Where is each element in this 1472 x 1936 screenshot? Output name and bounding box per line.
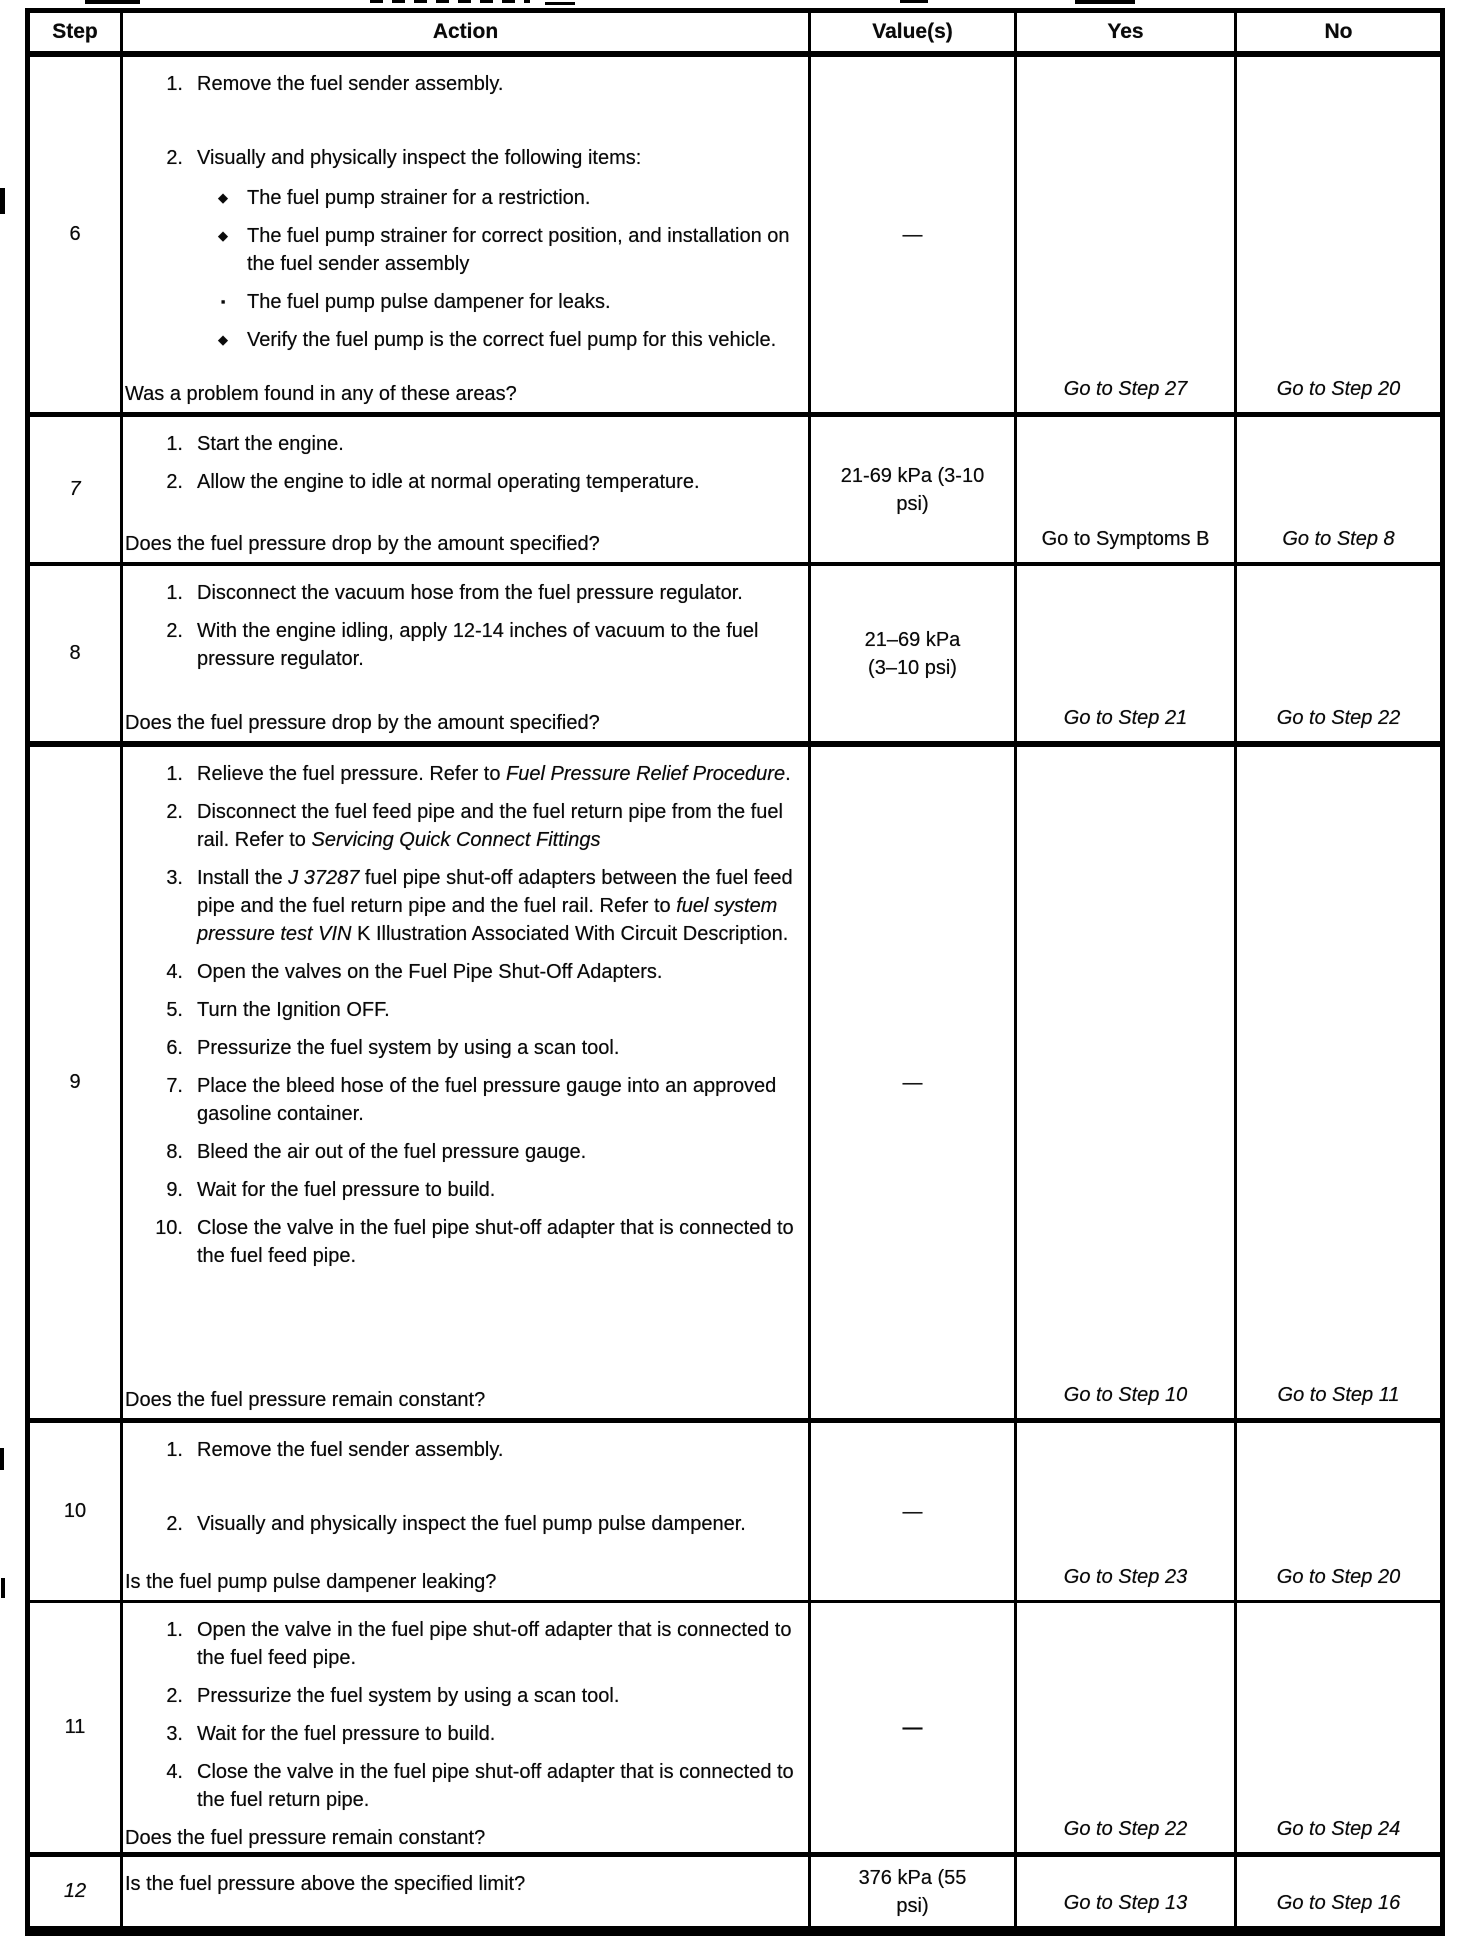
header-action: Action	[123, 13, 811, 51]
item-text	[197, 144, 802, 172]
step-number	[30, 57, 123, 412]
action-text: Close the valve in the fuel pipe shut-off adapter that is connected to the fuel feed pipe.	[197, 1217, 794, 1267]
no-goto: Go to Step 24	[1276, 1818, 1401, 1840]
no-cell	[1237, 417, 1440, 562]
bullet-text: Verify the fuel pump is the correct fuel pump for this vehicle.	[247, 329, 777, 351]
item-number: 5.	[166, 999, 183, 1021]
value-text: —	[902, 1500, 923, 1523]
action-text-italic: fuel system pressure test VIN	[197, 895, 778, 945]
header-values: Value(s)	[811, 13, 1017, 51]
bullet-item	[125, 184, 802, 212]
action-text: .	[785, 763, 791, 785]
header-step: Step	[30, 13, 123, 51]
scan-artifact	[1075, 0, 1135, 4]
yes-goto: Go to Step 10	[1063, 1384, 1188, 1406]
item-text	[197, 1510, 802, 1538]
value-text: (3–10 psi)	[868, 656, 957, 679]
header-no: No	[1324, 20, 1353, 43]
no-goto: Go to Step 16	[1276, 1892, 1401, 1914]
yes-goto: Go to Step 27	[1063, 378, 1188, 400]
action-text: Disconnect the fuel feed pipe and the fuel return pipe from the fuel rail. Refer to	[197, 801, 783, 851]
item-number: 2.	[166, 1513, 183, 1535]
yes-goto: Go to Step 13	[1063, 1892, 1188, 1914]
action-item	[125, 1072, 802, 1128]
item-text	[197, 1616, 802, 1672]
item-number: 2.	[166, 620, 183, 642]
bullet-icon: ◆	[218, 190, 228, 205]
row-question: Does the fuel pressure drop by the amount specified?	[125, 712, 600, 734]
item-text	[197, 468, 802, 496]
item-number: 1.	[166, 1439, 183, 1461]
item-number: 2.	[166, 1685, 183, 1707]
action-text: Pressurize the fuel system by using a scan tool.	[197, 1037, 620, 1059]
yes-goto: Go to Symptoms B	[1041, 528, 1210, 550]
value-text: psi)	[896, 492, 929, 515]
no-goto: Go to Step 20	[1276, 378, 1401, 400]
yes-cell	[1017, 1423, 1237, 1600]
value-cell	[811, 1423, 1017, 1600]
action-text: Bleed the air out of the fuel pressure gauge.	[197, 1141, 587, 1163]
item-text	[197, 958, 802, 986]
item-text	[197, 1720, 802, 1748]
step-number	[30, 1423, 123, 1600]
item-number: 2.	[166, 471, 183, 493]
item-number: 6.	[166, 1037, 183, 1059]
action-cell	[123, 747, 811, 1418]
item-text	[197, 1034, 802, 1062]
action-text-italic: Fuel Pressure Relief Procedure	[506, 763, 786, 785]
table-row-step-10	[30, 1423, 1440, 1603]
step-number-label: 12	[63, 1880, 87, 1902]
action-item	[125, 1758, 802, 1814]
item-number: 1.	[166, 433, 183, 455]
action-text: Visually and physically inspect the following items:	[197, 147, 642, 169]
item-number: 8.	[166, 1141, 183, 1163]
action-item	[125, 1510, 802, 1538]
item-number: 9.	[166, 1179, 183, 1201]
value-text: 21–69 kPa	[864, 628, 961, 651]
scan-artifact	[370, 0, 530, 3]
item-number: 1.	[166, 763, 183, 785]
action-item	[125, 760, 802, 788]
value-text: 376 kPa (55	[858, 1866, 967, 1889]
item-text	[197, 996, 802, 1024]
item-number: 4.	[166, 1761, 183, 1783]
item-number: 10.	[155, 1217, 183, 1239]
item-text	[197, 1436, 802, 1464]
action-text: Wait for the fuel pressure to build.	[197, 1723, 496, 1745]
item-text	[197, 1214, 802, 1270]
scan-artifact	[1, 1578, 5, 1598]
value-cell	[811, 57, 1017, 412]
yes-cell	[1017, 566, 1237, 741]
item-number: 3.	[166, 1723, 183, 1745]
yes-cell	[1017, 1603, 1237, 1852]
item-number: 4.	[166, 961, 183, 983]
action-text: Visually and physically inspect the fuel pump pulse dampener.	[197, 1513, 746, 1535]
action-text: Open the valves on the Fuel Pipe Shut-Off Adapters.	[197, 961, 663, 983]
action-item	[125, 1436, 802, 1464]
action-item	[125, 430, 802, 458]
step-number	[30, 417, 123, 562]
value-cell	[811, 417, 1017, 562]
action-text: Open the valve in the fuel pipe shut-off adapter that is connected to the fuel feed pipe.	[197, 1619, 792, 1669]
table-row-step-9	[30, 747, 1440, 1423]
bullet-text: The fuel pump pulse dampener for leaks.	[247, 291, 611, 313]
yes-cell	[1017, 1857, 1237, 1926]
bullet-item	[125, 222, 802, 278]
action-item	[125, 958, 802, 986]
diagnostic-table	[25, 8, 1445, 1936]
yes-goto: Go to Step 23	[1063, 1566, 1188, 1588]
action-text: Disconnect the vacuum hose from the fuel pressure regulator.	[197, 582, 743, 604]
item-text	[197, 579, 802, 607]
row-question: Is the fuel pump pulse dampener leaking?	[125, 1571, 497, 1593]
yes-cell	[1017, 747, 1237, 1418]
bullet-icon: ▪	[220, 294, 226, 309]
table-row-step-7	[30, 417, 1440, 566]
row-question: Was a problem found in any of these areas?	[125, 383, 517, 405]
item-text	[197, 864, 802, 948]
action-cell	[123, 57, 811, 412]
table-row-step-8	[30, 566, 1440, 747]
step-number-label: 7	[69, 478, 81, 500]
yes-goto: Go to Step 22	[1063, 1818, 1188, 1840]
action-text: Allow the engine to idle at normal operating temperature.	[197, 471, 700, 493]
no-cell	[1237, 747, 1440, 1418]
bullet-text: The fuel pump strainer for a restriction.	[247, 187, 591, 209]
value-cell	[811, 1603, 1017, 1852]
step-number-label: 8	[69, 642, 81, 664]
value-text: —	[902, 1071, 923, 1094]
action-item	[125, 468, 802, 496]
item-number: 2.	[166, 147, 183, 169]
yes-cell	[1017, 57, 1237, 412]
no-goto: Go to Step 22	[1276, 707, 1401, 729]
action-text: Pressurize the fuel system by using a scan tool.	[197, 1685, 620, 1707]
action-text: Start the engine.	[197, 433, 344, 455]
action-item	[125, 1214, 802, 1270]
step-number	[30, 1603, 123, 1852]
item-text	[197, 1072, 802, 1128]
step-number	[30, 566, 123, 741]
action-cell	[123, 1423, 811, 1600]
item-text	[197, 70, 802, 98]
action-item	[125, 996, 802, 1024]
item-number: 2.	[166, 801, 183, 823]
value-cell	[811, 747, 1017, 1418]
action-item	[125, 144, 802, 172]
value-text: psi)	[896, 1894, 929, 1917]
item-text	[197, 798, 802, 854]
value-text: —	[902, 223, 923, 246]
action-text: Close the valve in the fuel pipe shut-off adapter that is connected to the fuel return pipe.	[197, 1761, 794, 1811]
scan-artifact	[545, 2, 575, 5]
action-text: With the engine idling, apply 12-14 inches of vacuum to the fuel pressure regulator.	[197, 620, 759, 670]
action-item	[125, 1176, 802, 1204]
scan-artifact	[900, 0, 928, 3]
no-goto: Go to Step 11	[1277, 1384, 1400, 1406]
item-number: 1.	[166, 582, 183, 604]
step-number-label: 6	[69, 223, 81, 245]
action-item	[125, 579, 802, 607]
bullet-icon: ◆	[218, 332, 228, 347]
scan-artifact	[85, 0, 140, 4]
action-cell	[123, 1857, 811, 1926]
action-text: K Illustration Associated With Circuit Description.	[351, 923, 789, 945]
no-cell	[1237, 57, 1440, 412]
action-cell	[123, 1603, 811, 1852]
no-cell	[1237, 1857, 1440, 1926]
scan-artifact	[0, 188, 5, 214]
action-text: Relieve the fuel pressure. Refer to	[197, 763, 507, 785]
action-text: Remove the fuel sender assembly.	[197, 1439, 504, 1461]
table-row-step-12	[30, 1857, 1440, 1926]
bullet-icon: ◆	[218, 228, 228, 243]
action-item	[125, 1034, 802, 1062]
action-text: Remove the fuel sender assembly.	[197, 73, 504, 95]
table-row-step-11	[30, 1603, 1440, 1857]
no-cell	[1237, 1603, 1440, 1852]
action-text: Turn the Ignition OFF.	[197, 999, 390, 1021]
item-number: 1.	[166, 73, 183, 95]
step-number-label: 9	[69, 1071, 81, 1093]
value-cell	[811, 1857, 1017, 1926]
row-question: Does the fuel pressure remain constant?	[125, 1827, 486, 1849]
action-cell	[123, 566, 811, 741]
action-text: Install the	[197, 867, 289, 889]
row-question: Does the fuel pressure remain constant?	[125, 1389, 486, 1411]
item-number: 7.	[166, 1075, 183, 1097]
yes-goto: Go to Step 21	[1063, 707, 1188, 729]
no-goto: Go to Step 20	[1276, 1566, 1401, 1588]
bullet-list	[125, 184, 802, 364]
item-text	[197, 760, 802, 788]
action-item	[125, 1720, 802, 1748]
item-text	[197, 617, 802, 673]
no-cell	[1237, 1423, 1440, 1600]
step-number	[30, 747, 123, 1418]
action-item	[125, 798, 802, 854]
scan-artifact	[0, 1448, 4, 1470]
yes-cell	[1017, 417, 1237, 562]
item-text	[197, 1176, 802, 1204]
bullet-item	[125, 288, 802, 316]
header-yes: Yes	[1017, 13, 1237, 51]
table-row-step-6	[30, 57, 1440, 417]
action-text-italic: Servicing Quick Connect Fittings	[311, 829, 601, 851]
bullet-item	[125, 326, 802, 354]
bullet-text: The fuel pump strainer for correct position, and installation on the fuel sender assembly	[247, 225, 790, 275]
item-number: 1.	[166, 1619, 183, 1641]
header-row	[30, 13, 1440, 57]
row-question: Is the fuel pressure above the specified limit?	[125, 1873, 526, 1895]
action-text-italic: J 37287	[288, 867, 360, 889]
step-number-label: 10	[63, 1500, 87, 1522]
item-text	[197, 1758, 802, 1814]
item-number: 3.	[166, 867, 183, 889]
action-item	[125, 1682, 802, 1710]
action-item	[125, 617, 802, 673]
action-text: fuel pipe shut-off adapters between the fuel feed pipe and the fuel return pipe and the fuel rail. Refer to	[197, 867, 793, 917]
item-text	[197, 430, 802, 458]
action-item	[125, 70, 802, 98]
action-text: Wait for the fuel pressure to build.	[197, 1179, 496, 1201]
step-number-label: 11	[64, 1716, 86, 1738]
action-item	[125, 864, 802, 948]
no-goto: Go to Step 8	[1282, 528, 1395, 550]
action-text: Place the bleed hose of the fuel pressure gauge into an approved gasoline container.	[197, 1075, 777, 1125]
action-cell	[123, 417, 811, 562]
value-cell	[811, 566, 1017, 741]
item-text	[197, 1138, 802, 1166]
item-text	[197, 1682, 802, 1710]
step-number	[30, 1857, 123, 1926]
no-cell	[1237, 566, 1440, 741]
value-text: —	[902, 1716, 923, 1739]
action-item	[125, 1138, 802, 1166]
value-text: 21-69 kPa (3-10	[840, 464, 985, 487]
row-question: Does the fuel pressure drop by the amount specified?	[125, 533, 600, 555]
action-item	[125, 1616, 802, 1672]
